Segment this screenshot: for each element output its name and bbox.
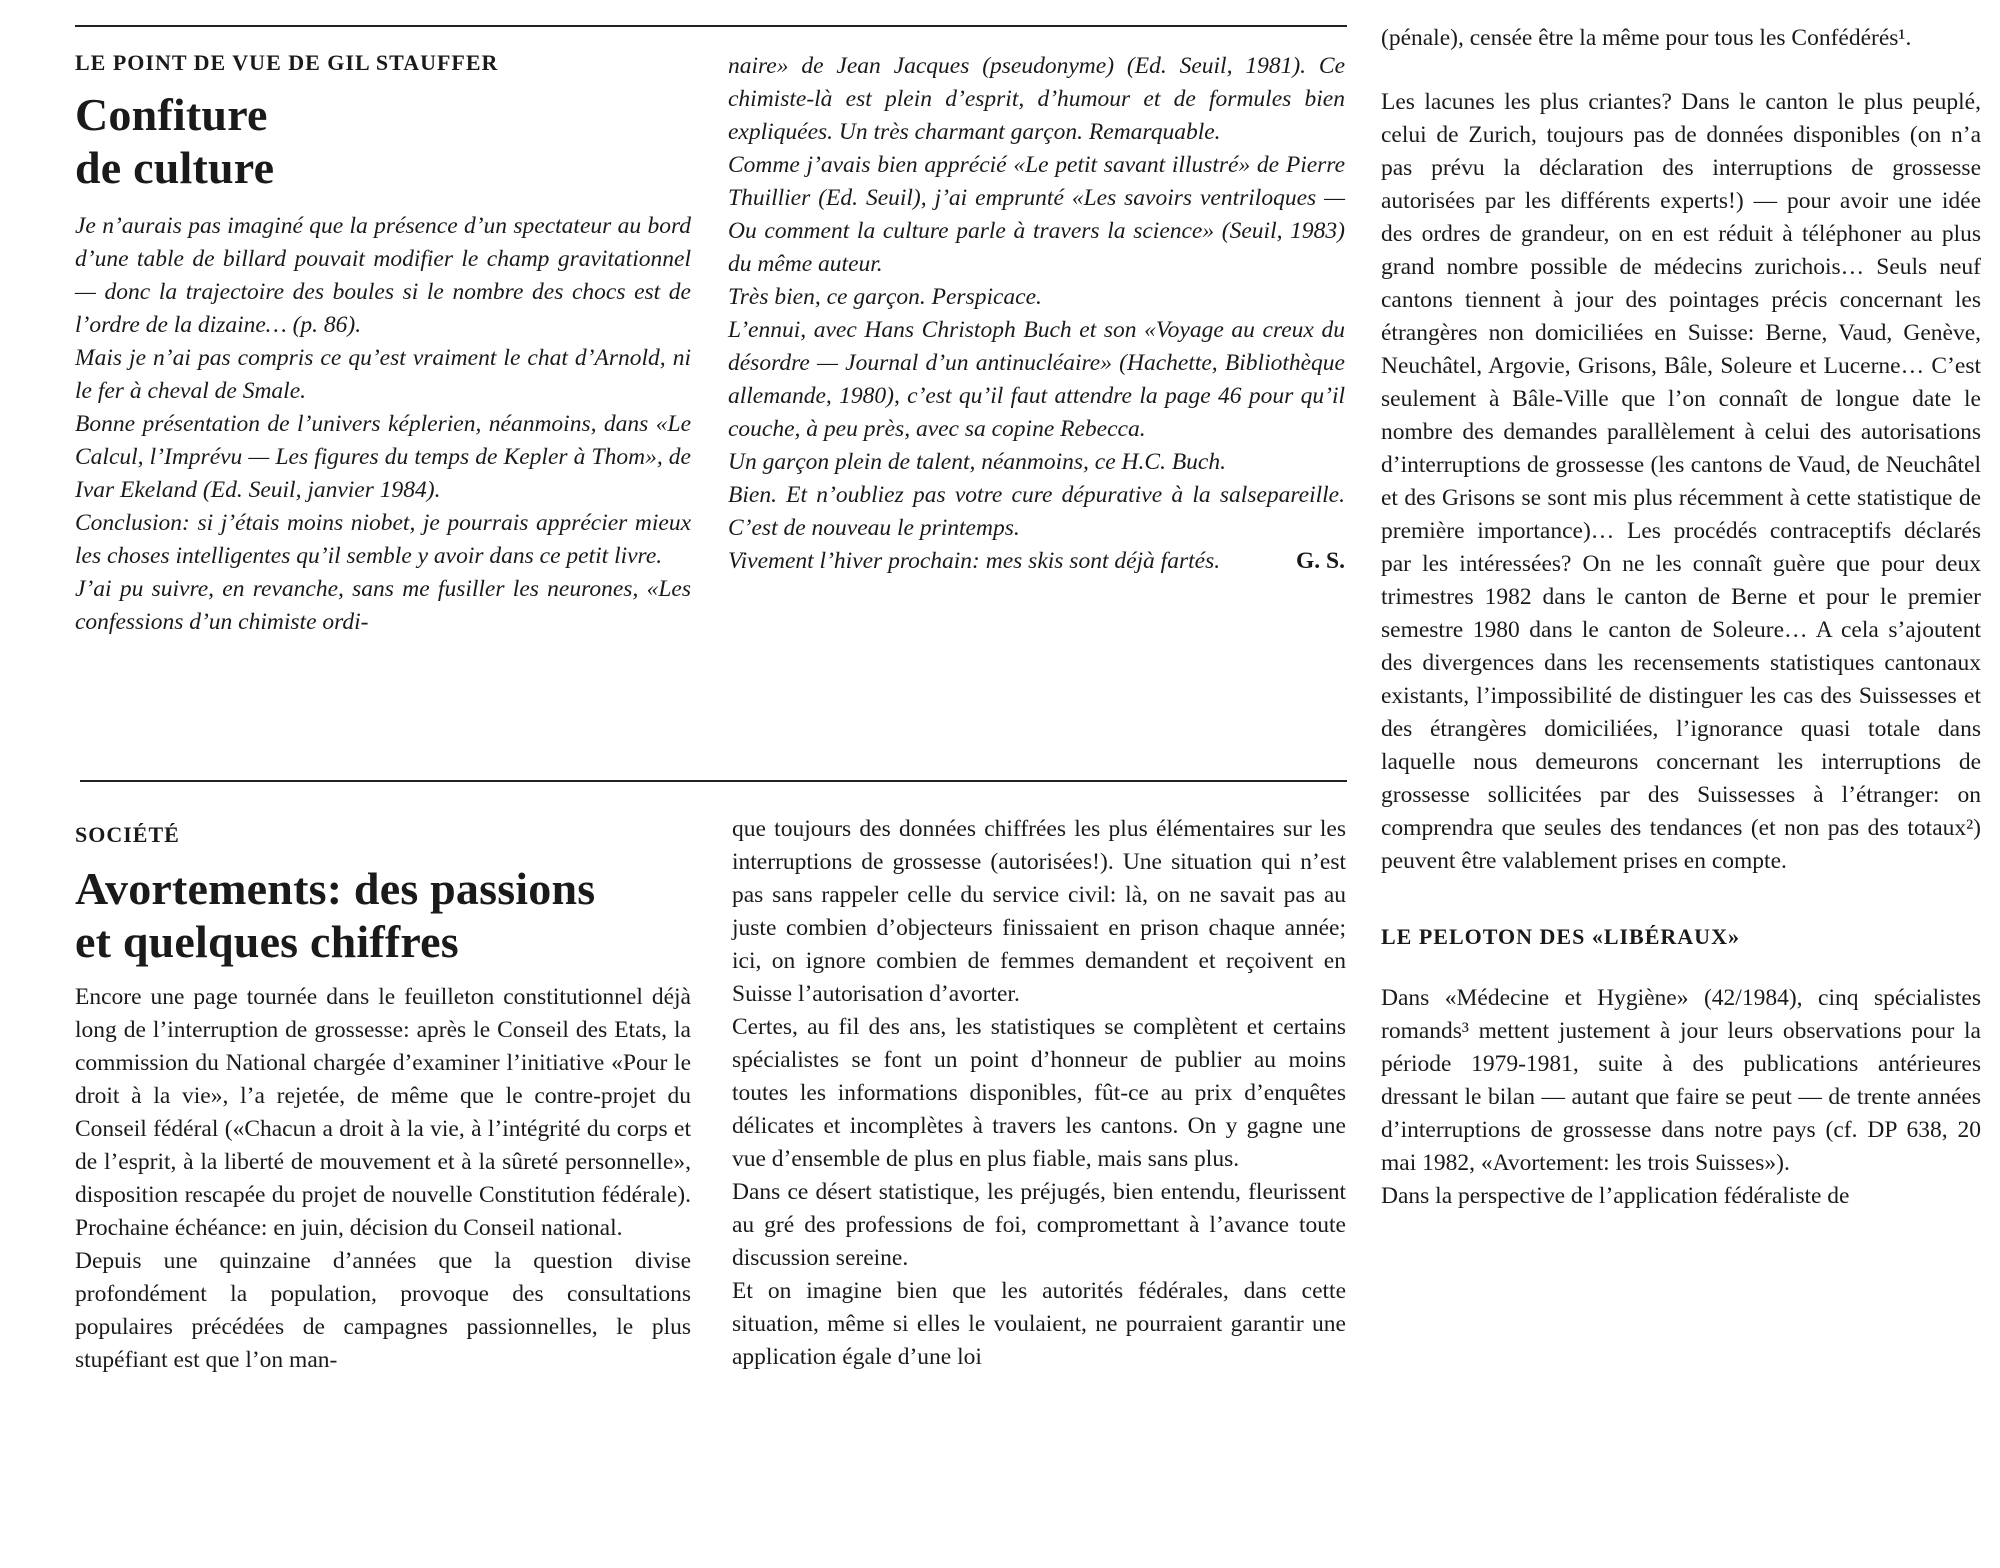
top-rule (75, 25, 1347, 27)
paragraph: que toujours des données chiffrées les plus élémentaires sur les interruptions de grossesse (autorisées!). Une situation qui n’est pas sans rappeler celle du service civil: là, on ne savait pas au juste combien d’objecteurs finissaient en prison chaque année; ici, on ignore combien de femmes demandent et reçoivent en Suisse l’autorisation d’avorter. (732, 816, 1346, 1007)
middle-rule (80, 780, 1347, 782)
societe-kicker: SOCIÉTÉ (75, 822, 180, 847)
paragraph: Mais je n’ai pas compris ce qu’est vraiment le chat d’Arnold, ni le fer à cheval de Smale. (75, 345, 691, 404)
paragraph: Dans la perspective de l’application fédéraliste de (1381, 1183, 1850, 1209)
paragraph: naire» de Jean Jacques (pseudonyme) (Ed. Seuil, 1981). Ce chimiste-là est plein d’esprit, d’humour et de formules bien expliquées. Un très charmant garçon. Remarquable. (728, 53, 1345, 145)
paragraph: Conclusion: si j’étais moins niobet, je pourrais apprécier mieux les choses intelligentes qu’il semble y avoir dans ce petit livre. (75, 510, 691, 569)
signature: G. S. (1296, 548, 1345, 574)
societe-column-1 (75, 820, 691, 1377)
stauffer-column-2 (728, 50, 1345, 578)
paragraph: Comme j’avais bien apprécié «Le petit savant illustré» de Pierre Thuillier (Ed. Seuil), j’ai emprunté «Les savoirs ventriloques — Ou comment la culture parle à travers la science» (Seuil, 1983) du même auteur. (728, 152, 1345, 277)
paragraph: Dans «Médecine et Hygiène» (42/1984), cinq spécialistes romands³ mettent justement à jour leurs observations pour la période 1979-1981, suite à des publications antérieures dressant le bilan — autant que faire se peut — de trente années d’interruptions de grossesse dans notre pays (cf. DP 638, 20 mai 1982, «Avortement: les trois Suisses»). (1381, 985, 1981, 1176)
paragraph: Et on imagine bien que les autorités fédérales, dans cette situation, même si elles le voulaient, ne pourraient garantir une application égale d’une loi (732, 1278, 1346, 1370)
societe-column-2 (732, 813, 1346, 1374)
paragraph: L’ennui, avec Hans Christoph Buch et son «Voyage au creux du désordre — Journal d’un antinucléaire» (Hachette, Bibliothèque allemande, 1980), c’est qu’il faut attendre la page 46 pour qu’il couche, à peu près, avec sa copine Rebecca. (728, 317, 1345, 442)
stauffer-kicker: LE POINT DE VUE DE GIL STAUFFER (75, 50, 499, 75)
paragraph: Dans ce désert statistique, les préjugés, bien entendu, fleurissent au gré des professions de foi, compromettant à l’avance toute discussion sereine. (732, 1179, 1346, 1271)
subhead: LE PELOTON DES «LIBÉRAUX» (1381, 924, 1740, 949)
paragraph: Depuis une quinzaine d’années que la question divise profondément la population, provoque des consultations populaires précédées de campagnes passionnelles, le plus stupéfiant est que l’on man- (75, 1248, 691, 1373)
paragraph: (pénale), censée être la même pour tous les Confédérés¹. (1381, 25, 1912, 51)
paragraph: Les lacunes les plus criantes? Dans le canton le plus peuplé, celui de Zurich, toujours pas de données disponibles (on n’a pas prévu la déclaration des interruptions de grossesse autorisées par les différents experts!) — pour avoir une idée des ordres de grandeur, on en est réduit à téléphoner au plus grand nombre possible de médecins zurichois… Seuls neuf cantons tiennent à jour des pointages précis concernant les étrangères non domiciliées en Suisse: Berne, Vaud, Genève, Neuchâtel, Argovie, Grisons, Bâle, Soleure et Lucerne… C’est seulement à Bâle-Ville que l’on connaît de longue date le nombre des demandes parallèlement à celui des autorisations d’interruptions de grossesse (les cantons de Vaud, de Neuchâtel et des Grisons se sont mis plus récemment à cette statistique de première importance)… Les procédés contraceptifs déclarés par les intéressées? On ne les connaît guère que pour deux trimestres 1982 dans le canton de Berne et pour le premier semestre 1980 dans le canton de Soleure… A cela s’ajoutent des divergences dans les recensements statistiques cantonaux existants, l’impossibilité de distinguer les cas des Suissesses et des étrangères domiciliées, l’ignorance quasi totale dans laquelle nous demeurons concernant les interruptions de grossesse sollicitées par des Suissesses à l’étranger: on comprendra que seules des tendances (et non pas des totaux²) peuvent être valablement prises en compte. (1381, 89, 1981, 874)
societe-headline-line-2: et quelques chiffres (75, 916, 459, 967)
paragraph: Certes, au fil des ans, les statistiques se complètent et certains spécialistes se font un point d’honneur de publier au moins toutes les informations disponibles, fût-ce au prix d’enquêtes délicates et incomplètes à travers les cantons. On y gagne une vue d’ensemble de plus en plus fiable, mais sans plus. (732, 1014, 1346, 1172)
paragraph: Un garçon plein de talent, néanmoins, ce H.C. Buch. (728, 449, 1226, 475)
paragraph: Très bien, ce garçon. Perspicace. (728, 284, 1042, 310)
paragraph: J’ai pu suivre, en revanche, sans me fusiller les neurones, «Les confessions d’un chimiste ordi- (75, 576, 691, 635)
paragraph: Je n’aurais pas imaginé que la présence d’un spectateur au bord d’une table de billard pouvait modifier le champ gravitationnel — donc la trajectoire des boules si le nombre des chocs est de l’ordre de la dizaine… (p. 86). (75, 213, 691, 338)
stauffer-column-1 (75, 48, 691, 639)
paragraph: Bonne présentation de l’univers képlerien, néanmoins, dans «Le Calcul, l’Imprévu — Les figures du temps de Kepler à Thom», de Ivar Ekeland (Ed. Seuil, janvier 1984). (75, 411, 691, 503)
stauffer-headline-line-1: Confiture (75, 89, 268, 140)
stauffer-headline-line-2: de culture (75, 142, 275, 193)
paragraph: Vivement l’hiver prochain: mes skis sont déjà fartés. (728, 548, 1221, 574)
societe-column-3 (1381, 22, 1981, 1213)
paragraph: Bien. Et n’oubliez pas votre cure dépurative à la salsepareille. C’est de nouveau le printemps. (728, 482, 1345, 541)
societe-headline-line-1: Avortements: des passions (75, 863, 596, 914)
paragraph: Encore une page tournée dans le feuilleton constitutionnel déjà long de l’interruption de grossesse: après le Conseil des Etats, la commission du National chargée d’examiner l’initiative «Pour le droit à la vie», l’a rejetée, de même que le contre-projet du Conseil fédéral («Chacun a droit à la vie, à l’intégrité du corps et de l’esprit, à la liberté de mouvement et à la sûreté personnelle», disposition rescapée du projet de nouvelle Constitution fédérale). Prochaine échéance: en juin, décision du Conseil national. (75, 984, 691, 1241)
